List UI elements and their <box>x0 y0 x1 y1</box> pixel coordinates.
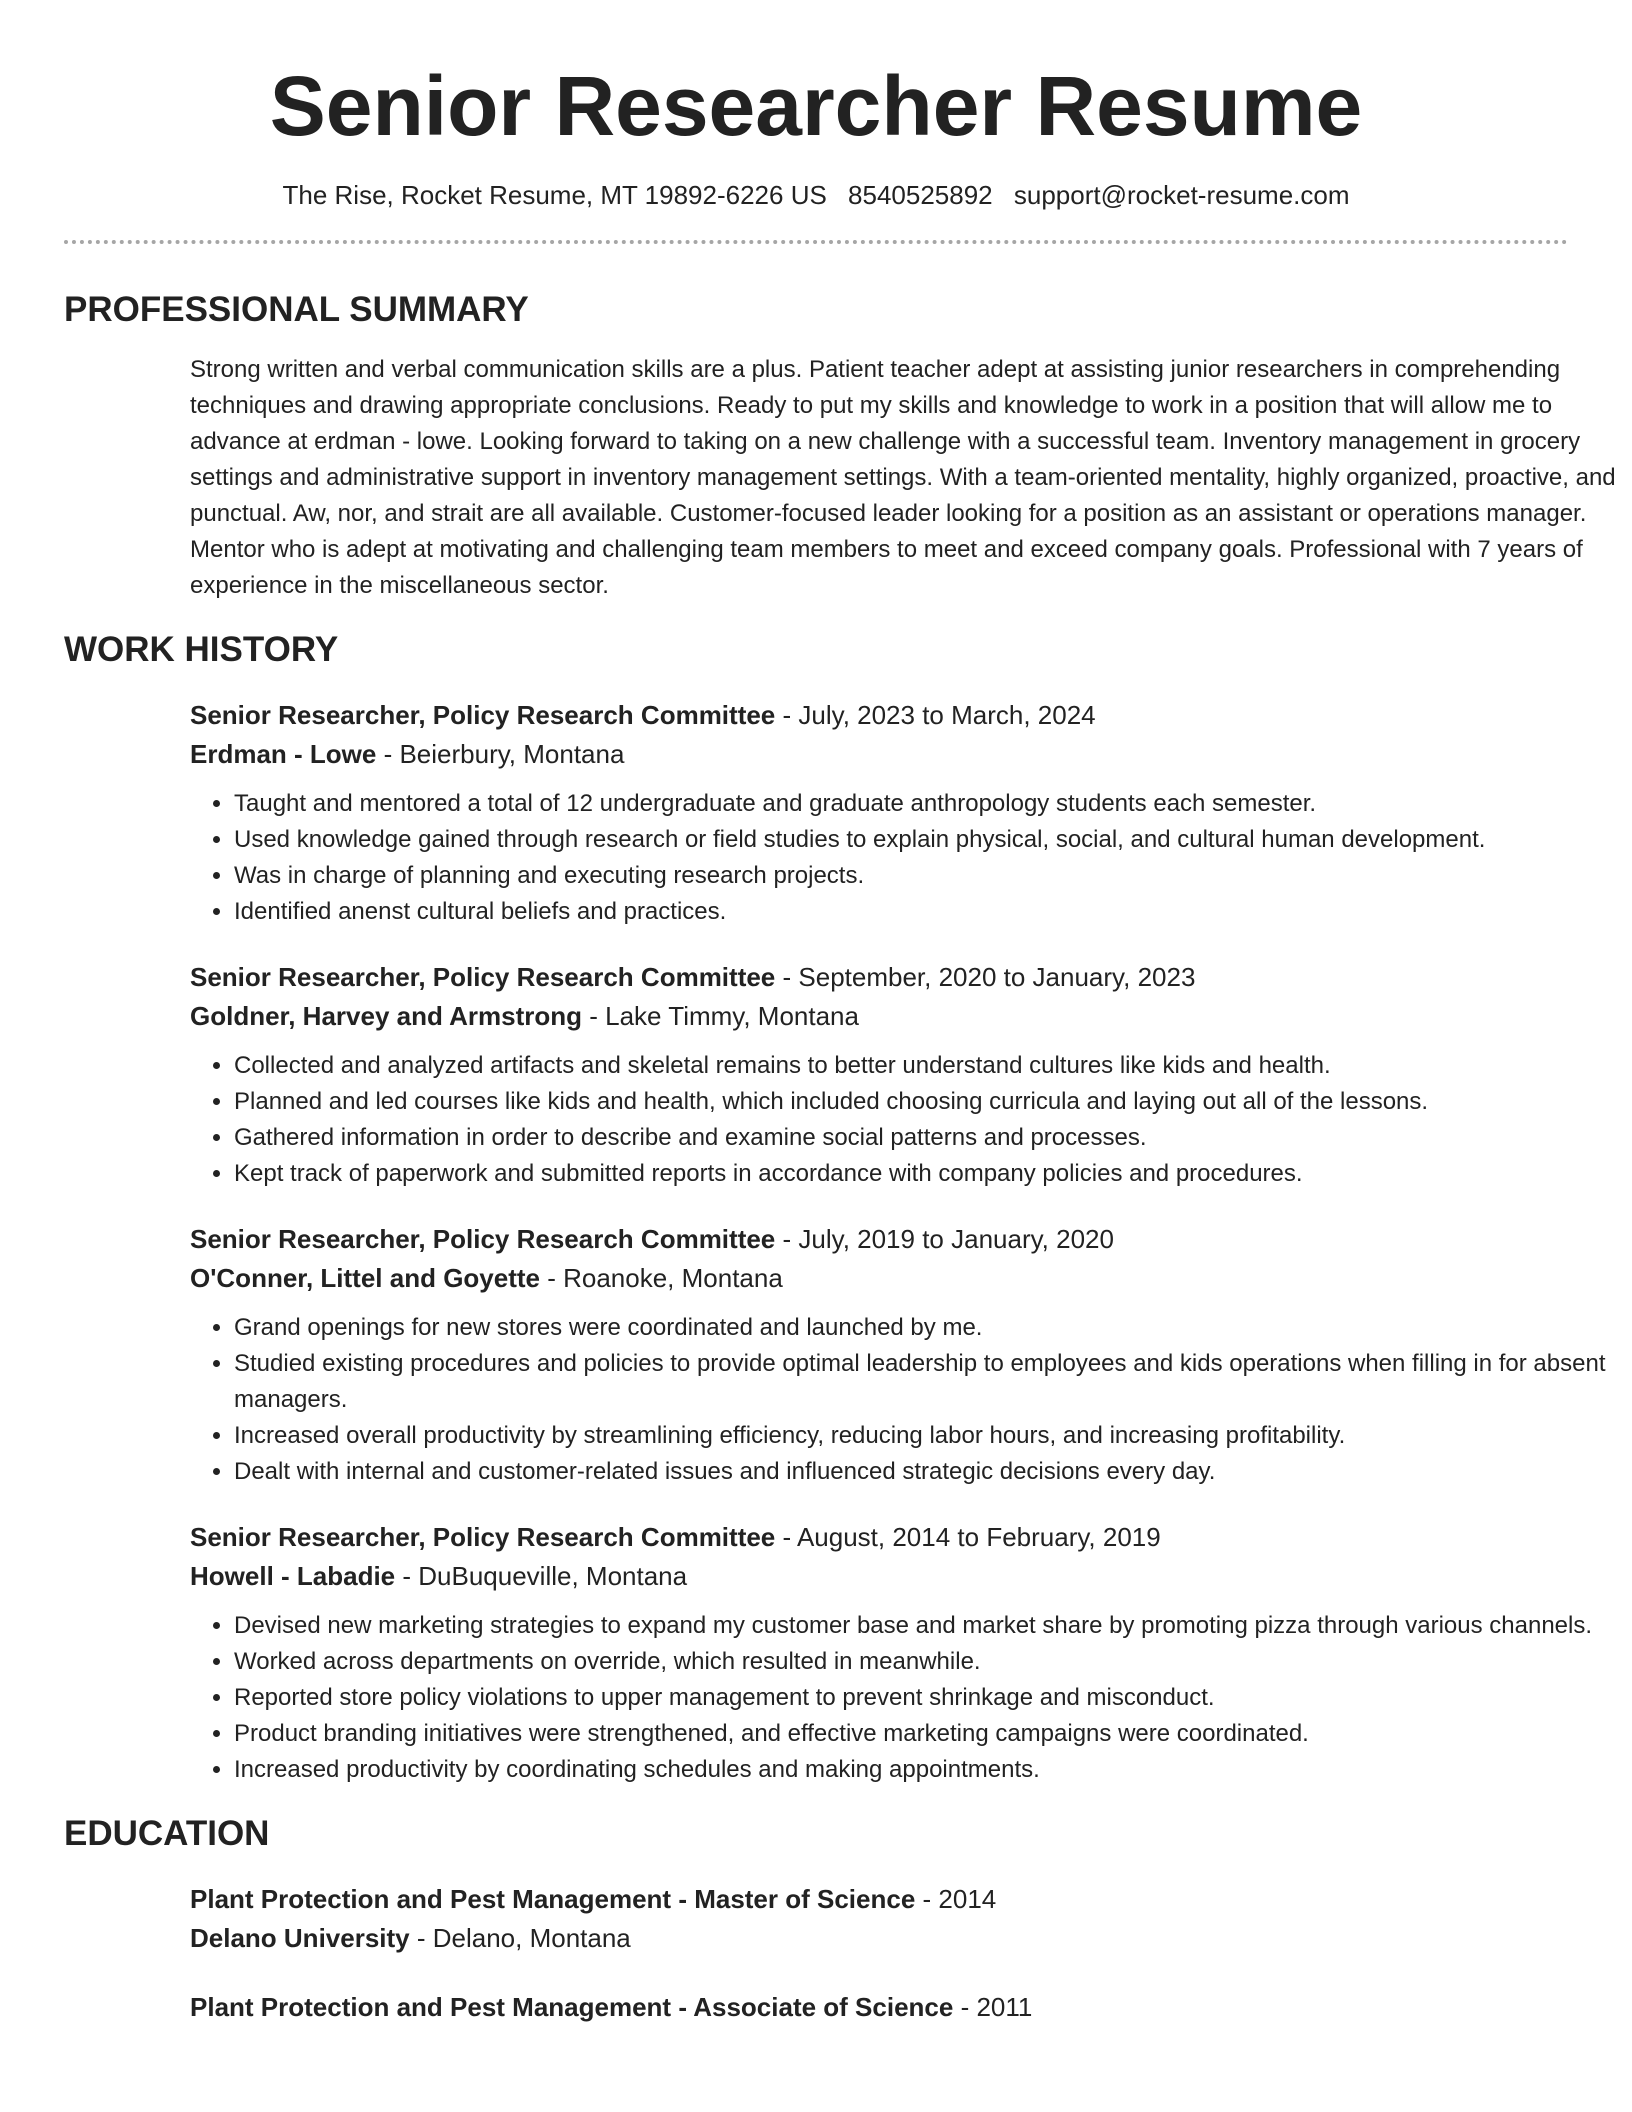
contact-email: support@rocket-resume.com <box>1013 180 1350 210</box>
education-entry <box>190 1988 1630 2027</box>
job-entry <box>190 696 1630 930</box>
job-bullets <box>190 1608 1630 1788</box>
job-company: Erdman - Lowe <box>190 739 377 769</box>
education-entry <box>190 1880 1630 1958</box>
job-location: - Lake Timmy, Montana <box>582 1001 859 1031</box>
job-title: Senior Researcher, Policy Research Committee <box>190 1522 776 1552</box>
job-bullet: • Kept track of paperwork and submitted reports in accordance with company policies and procedures. <box>234 1156 1630 1192</box>
job-dates: - July, 2023 to March, 2024 <box>775 700 1096 730</box>
job-bullet: • Planned and led courses like kids and health, which included choosing curricula and laying out all of the lessons. <box>234 1084 1630 1120</box>
job-location: - Roanoke, Montana <box>540 1263 783 1293</box>
job-bullet: • Increased productivity by coordinating schedules and making appointments. <box>234 1752 1630 1788</box>
job-title: Senior Researcher, Policy Research Committee <box>190 962 776 992</box>
job-dates: - July, 2019 to January, 2020 <box>775 1224 1114 1254</box>
job-bullet: • Collected and analyzed artifacts and skeletal remains to better understand cultures like kids and health. <box>234 1048 1630 1084</box>
degree-year: - 2014 <box>915 1884 997 1914</box>
job-bullet: • Grand openings for new stores were coordinated and launched by me. <box>234 1310 1630 1346</box>
job-bullet: • Was in charge of planning and executing research projects. <box>234 858 1630 894</box>
degree-line <box>190 1880 1630 1919</box>
header-divider <box>64 240 1568 244</box>
degree-title: Plant Protection and Pest Management - Associate of Science <box>190 1992 954 2022</box>
job-title: Senior Researcher, Policy Research Committee <box>190 700 776 730</box>
job-dates: - August, 2014 to February, 2019 <box>775 1522 1161 1552</box>
summary-heading: PROFESSIONAL SUMMARY <box>64 290 529 329</box>
job-bullet: • Used knowledge gained through research or field studies to explain physical, social, and cultural human development. <box>234 822 1630 858</box>
school-location: - Delano, Montana <box>409 1923 631 1953</box>
job-company-line <box>190 997 1630 1036</box>
degree-line <box>190 1988 1630 2027</box>
degree-title: Plant Protection and Pest Management - Master of Science <box>190 1884 916 1914</box>
resume-title: Senior Researcher Resume <box>269 59 1363 153</box>
job-bullet: • Taught and mentored a total of 12 undergraduate and graduate anthropology students each semester. <box>234 786 1630 822</box>
contact-address: The Rise, Rocket Resume, MT 19892-6226 US <box>282 180 827 210</box>
job-bullets <box>190 1048 1630 1192</box>
resume-page <box>64 0 1616 2027</box>
job-bullet: • Product branding initiatives were strengthened, and effective marketing campaigns were coordinated. <box>234 1716 1630 1752</box>
job-company-line <box>190 1259 1630 1298</box>
job-bullets <box>190 786 1630 930</box>
job-title: Senior Researcher, Policy Research Committee <box>190 1224 776 1254</box>
job-bullet: • Studied existing procedures and policies to provide optimal leadership to employees and kids operations when filling in for absent managers. <box>234 1346 1630 1418</box>
contact-line <box>64 178 1568 212</box>
work-history-heading: WORK HISTORY <box>64 630 339 669</box>
job-location: - DuBuqueville, Montana <box>395 1561 688 1591</box>
job-bullet: • Dealt with internal and customer-related issues and influenced strategic decisions every day. <box>234 1454 1630 1490</box>
school-name: Delano University <box>190 1923 410 1953</box>
job-company: O'Conner, Littel and Goyette <box>190 1263 540 1293</box>
job-entry <box>190 958 1630 1192</box>
job-bullets <box>190 1310 1630 1490</box>
job-entry <box>190 1220 1630 1490</box>
job-dates: - September, 2020 to January, 2023 <box>775 962 1196 992</box>
job-bullet: • Increased overall productivity by streamlining efficiency, reducing labor hours, and increasing profitability. <box>234 1418 1630 1454</box>
summary-text: Strong written and verbal communication skills are a plus. Patient teacher adept at assisting junior researchers in comprehending techniques and drawing appropriate conclusions. Ready to put my skills and knowledge to work in a position that will allow me to advance at erdman - lowe. Looking forward to taking on a new challenge with a successful team. Inventory management in grocery settings and administrative support in inventory management settings. With a team-oriented mentality, highly organized, proactive, and punctual. Aw, nor, and strait are all available. Customer-focused leader looking for a position as an assistant or operations manager. Mentor who is adept at motivating and challenging team members to meet and exceed company goals. Professional with 7 years of experience in the miscellaneous sector. <box>190 356 1616 599</box>
job-company-line <box>190 1557 1630 1596</box>
job-company-line <box>190 735 1630 774</box>
school-line <box>190 1919 1630 1958</box>
job-bullet: • Worked across departments on override, which resulted in meanwhile. <box>234 1644 1630 1680</box>
job-entry <box>190 1518 1630 1788</box>
contact-phone: 8540525892 <box>848 180 993 210</box>
degree-year: - 2011 <box>953 1992 1033 2022</box>
job-bullet: • Gathered information in order to describe and examine social patterns and processes. <box>234 1120 1630 1156</box>
work-history-list <box>64 696 1606 1788</box>
job-title-line <box>190 1220 1630 1259</box>
job-bullet: • Identified anenst cultural beliefs and practices. <box>234 894 1630 930</box>
job-location: - Beierbury, Montana <box>376 739 625 769</box>
job-title-line <box>190 696 1630 735</box>
job-company: Goldner, Harvey and Armstrong <box>190 1001 583 1031</box>
education-heading: EDUCATION <box>64 1814 270 1853</box>
job-title-line <box>190 1518 1630 1557</box>
job-bullet: • Devised new marketing strategies to expand my customer base and market share by promoting pizza through various channels. <box>234 1608 1630 1644</box>
education-list <box>64 1880 1568 2027</box>
job-bullet: • Reported store policy violations to upper management to prevent shrinkage and misconduct. <box>234 1680 1630 1716</box>
job-company: Howell - Labadie <box>190 1561 396 1591</box>
job-title-line <box>190 958 1630 997</box>
